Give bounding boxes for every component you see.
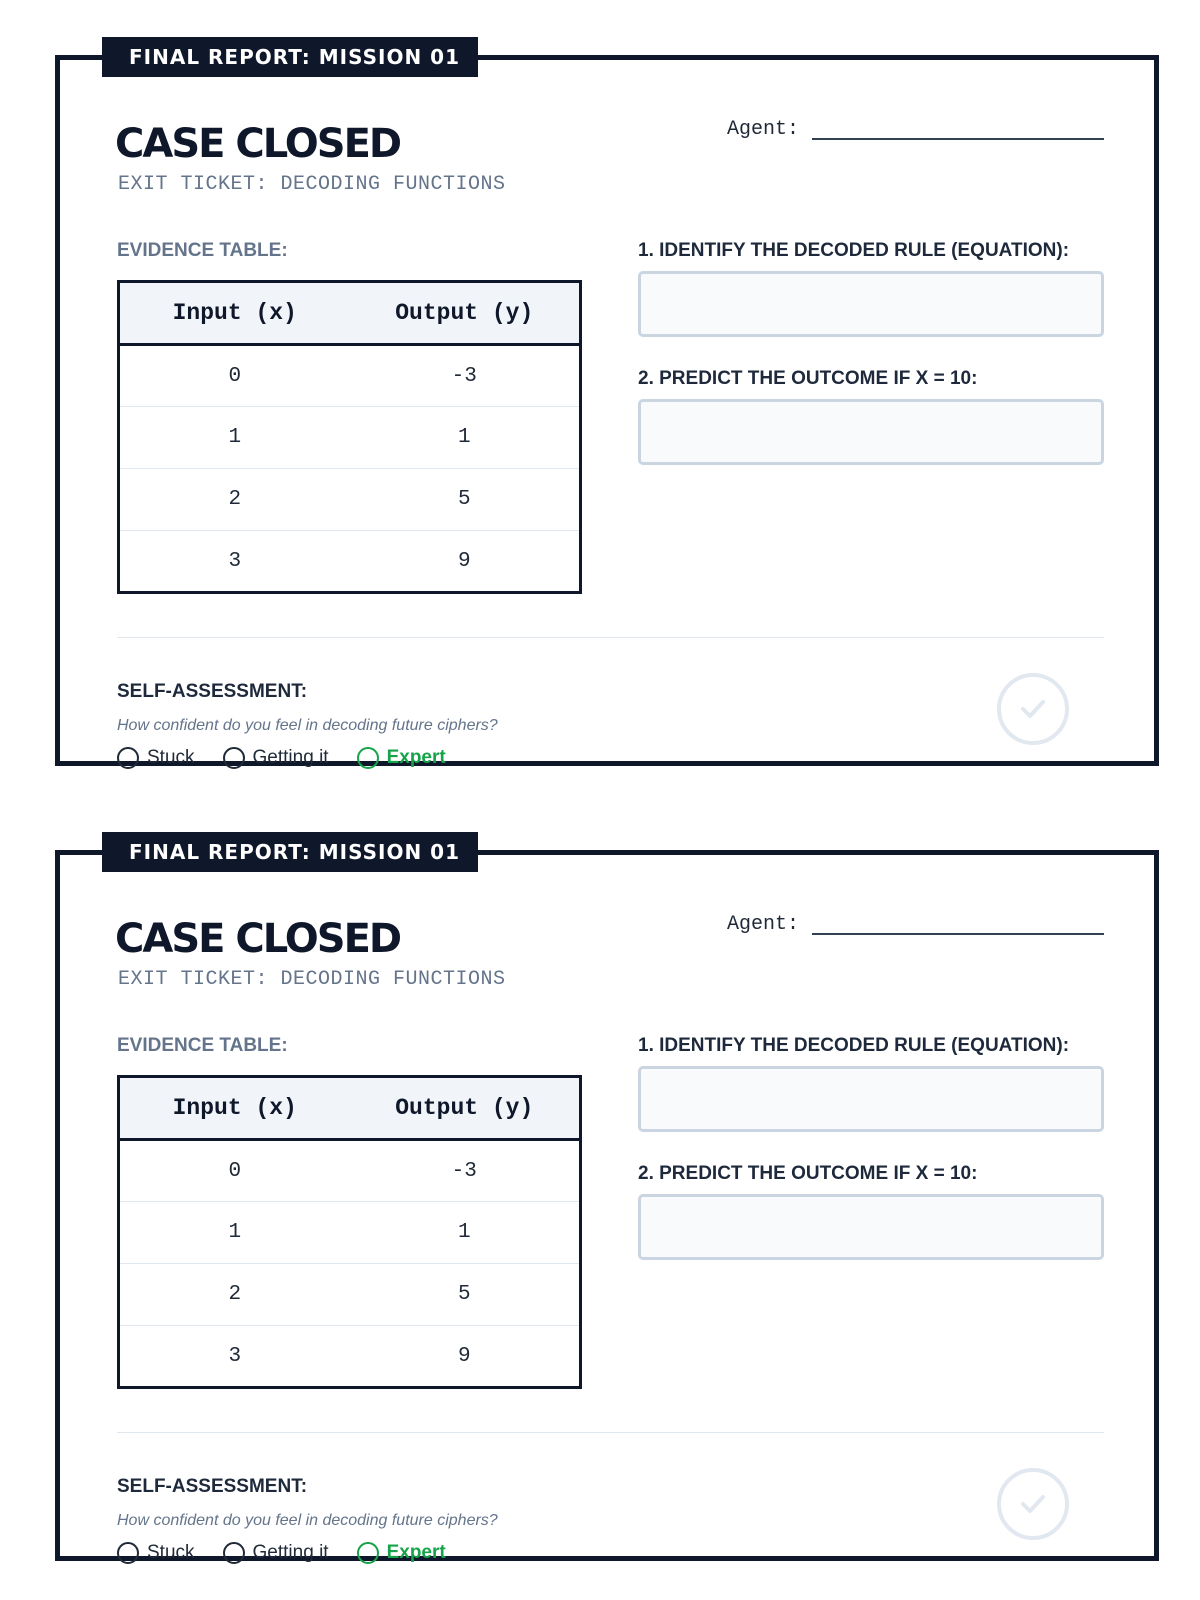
column-header-output: Output (y) (350, 1077, 581, 1140)
agent-name-field[interactable] (812, 933, 1104, 935)
report-tab: FINAL REPORT: MISSION 01 (102, 37, 478, 77)
option-label: Getting it (252, 747, 329, 768)
table-cell: 5 (350, 1264, 581, 1326)
table-cell: 3 (228, 1344, 242, 1368)
table-cell: 0 (119, 1140, 350, 1202)
column-header-input: Input (x) (119, 1077, 350, 1140)
prediction-answer-field[interactable] (638, 1194, 1104, 1260)
table-row (119, 1264, 581, 1326)
table-cell: 1 (119, 407, 350, 469)
evidence-table (117, 1075, 582, 1389)
prediction-answer-field[interactable] (638, 399, 1104, 465)
question-1-label: 1. IDENTIFY THE DECODED RULE (EQUATION): (638, 1035, 1070, 1056)
page-subtitle: EXIT TICKET: DECODING FUNCTIONS (118, 968, 506, 991)
table-row (119, 1140, 581, 1202)
equation-answer-field[interactable] (638, 1066, 1104, 1132)
table-row (119, 1202, 581, 1264)
divider (117, 637, 1104, 638)
page-title: CASE CLOSED (115, 916, 401, 962)
radio-circle-icon (117, 1542, 139, 1564)
table-cell: 2 (119, 469, 350, 531)
table-header-row (119, 1077, 581, 1140)
column-header-input: Input (x) (119, 282, 350, 345)
self-assessment-label: SELF-ASSESSMENT: (117, 1476, 308, 1497)
evidence-table-label: EVIDENCE TABLE: (117, 1035, 288, 1056)
question-2-label: 2. PREDICT THE OUTCOME IF X = 10: (638, 1163, 978, 1184)
page-subtitle: EXIT TICKET: DECODING FUNCTIONS (118, 173, 506, 196)
table-cell: 9 (457, 1344, 471, 1368)
self-assessment-question: How confident do you feel in decoding future ciphers? (117, 1512, 498, 1529)
table-row (119, 1326, 581, 1388)
table-cell: 2 (119, 1264, 350, 1326)
self-assessment-options (117, 747, 446, 769)
check-stamp-icon (997, 1468, 1069, 1540)
option-label: Expert (386, 1542, 446, 1563)
table-cell: -3 (350, 1140, 581, 1202)
exit-ticket (55, 840, 1159, 1563)
table-cell: 3 (228, 549, 242, 573)
option-getting-it[interactable] (223, 1542, 329, 1564)
evidence-table (117, 280, 582, 594)
option-label: Expert (386, 747, 446, 768)
option-expert[interactable] (357, 1542, 446, 1564)
agent-name-field[interactable] (812, 138, 1104, 140)
radio-circle-icon (117, 747, 139, 769)
agent-label: Agent: (727, 118, 800, 141)
self-assessment-label: SELF-ASSESSMENT: (117, 681, 308, 702)
table-cell: 1 (350, 407, 581, 469)
page-title: CASE CLOSED (115, 121, 401, 167)
question-2-label: 2. PREDICT THE OUTCOME IF X = 10: (638, 368, 978, 389)
self-assessment-question: How confident do you feel in decoding future ciphers? (117, 717, 498, 734)
option-stuck[interactable] (117, 1542, 195, 1564)
table-cell: 9 (457, 549, 471, 573)
check-stamp-icon (997, 673, 1069, 745)
evidence-table-label: EVIDENCE TABLE: (117, 240, 288, 261)
table-row (119, 531, 581, 593)
exit-ticket (55, 45, 1159, 768)
option-stuck[interactable] (117, 747, 195, 769)
option-expert[interactable] (357, 747, 446, 769)
column-header-output: Output (y) (350, 282, 581, 345)
agent-label: Agent: (727, 913, 800, 936)
option-label: Stuck (147, 1542, 195, 1563)
report-tab: FINAL REPORT: MISSION 01 (102, 832, 478, 872)
radio-circle-icon (357, 747, 379, 769)
option-label: Getting it (252, 1542, 329, 1563)
table-cell: 0 (119, 345, 350, 407)
table-cell: 5 (350, 469, 581, 531)
divider (117, 1432, 1104, 1433)
option-getting-it[interactable] (223, 747, 329, 769)
table-row (119, 345, 581, 407)
table-row (119, 407, 581, 469)
table-row (119, 469, 581, 531)
option-label: Stuck (147, 747, 195, 768)
radio-circle-icon (223, 1542, 245, 1564)
radio-circle-icon (223, 747, 245, 769)
self-assessment-options (117, 1542, 446, 1564)
table-header-row (119, 282, 581, 345)
table-cell: 1 (350, 1202, 581, 1264)
question-1-label: 1. IDENTIFY THE DECODED RULE (EQUATION): (638, 240, 1070, 261)
equation-answer-field[interactable] (638, 271, 1104, 337)
radio-circle-icon (357, 1542, 379, 1564)
table-cell: 1 (119, 1202, 350, 1264)
table-cell: -3 (350, 345, 581, 407)
